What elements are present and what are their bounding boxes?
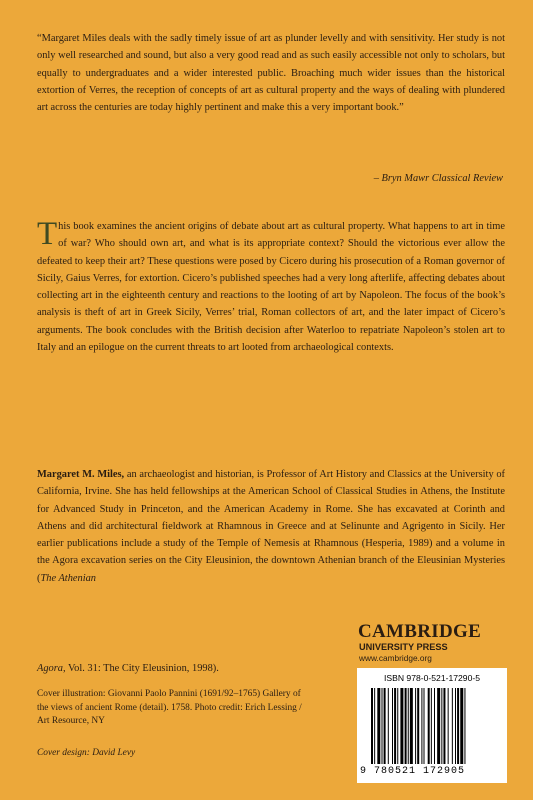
publisher-url: www.cambridge.org	[359, 653, 432, 663]
author-bio-tail-text: Vol. 31: The City Eleusinion, 1998).	[65, 663, 219, 674]
publisher-press: UNIVERSITY PRESS	[359, 642, 448, 652]
description-text: his book examines the ancient origins of debate about art as cultural property. What happens to art in time of war? Who should own art, and what is its appropriate context? Should the victorious ever allow the defeated to keep their art? These questions were posed by Cicero during his prosecution of a Roman governor of Sicily, Gaius Verres, for extortion. Cicero’s published speeches had a very long afterlife, affecting debates about collecting art in the eighteenth century and reactions to the looting of art by Napoleon. The focus of the book’s analysis is theft of art in Greek Sicily, Verres’ trial, Roman collectors of art, and the later impact of Cicero’s arguments. The book concludes with the British decision after Waterloo to repatriate Napoleon’s stolen art to Italy and an epilogue on the current threats to art looted from archaeological contexts.	[37, 221, 505, 354]
barcode-digits: 9 780521 172905	[360, 766, 466, 777]
author-bio-tail	[37, 660, 327, 677]
isbn-barcode	[357, 668, 507, 783]
series-title: The Athenian	[40, 572, 96, 584]
author-bio	[37, 466, 505, 587]
cover-design-credit: Cover design: David Levy	[37, 748, 136, 758]
publisher-name: CAMBRIDGE	[358, 621, 482, 642]
review-source: – Bryn Mawr Classical Review	[373, 173, 503, 184]
cover-credit: Cover illustration: Giovanni Paolo Pannini (1691/92–1765) Gallery of the views of ancient Rome (detail). 1758. Photo credit: Erich Lessing / Art Resource, NY	[37, 689, 302, 726]
review-quote: “Margaret Miles deals with the sadly timely issue of art as plunder levelly and with sensitivity. Her study is not only well researched and sound, but also a very good read and as such easily accessible not only to scholars, but equally to undergraduates and a wider interested public. Broaching much wider issues than the historical extortion of Verres, the reception of concepts of art as cultural property and the ways of dealing with plundered art across the centuries are today highly pertinent and make this a very important book.”	[37, 33, 505, 114]
publisher-logo	[358, 622, 508, 664]
isbn-label: ISBN 978-0-521-17290-5	[383, 673, 481, 683]
book-description	[37, 218, 505, 356]
series-title-2: Agora,	[37, 663, 66, 674]
drop-cap: T	[37, 216, 58, 252]
barcode-bars	[371, 688, 495, 764]
author-name: Margaret M. Miles,	[37, 469, 125, 480]
author-bio-text: an archaeologist and historian, is Professor of Art History and Classics at the University of California, Irvine. She has held fellowships at the American School of Classical Studies in Athens, the Institute for Advanced Study in Princeton, and the American Academy in Rome. She has excavated at Corinth and Athens and did architectural fieldwork at Rhamnous in Greece and at Selinunte and Agrigento in Sicily. Her earlier publications include a study of the Temple of Nemesis at Rhamnous (Hesperia, 1989) and a volume in the Agora excavation series on the City Eleusinion, the downtown Athenian branch of the Eleusinian Mysteries (	[37, 469, 505, 584]
